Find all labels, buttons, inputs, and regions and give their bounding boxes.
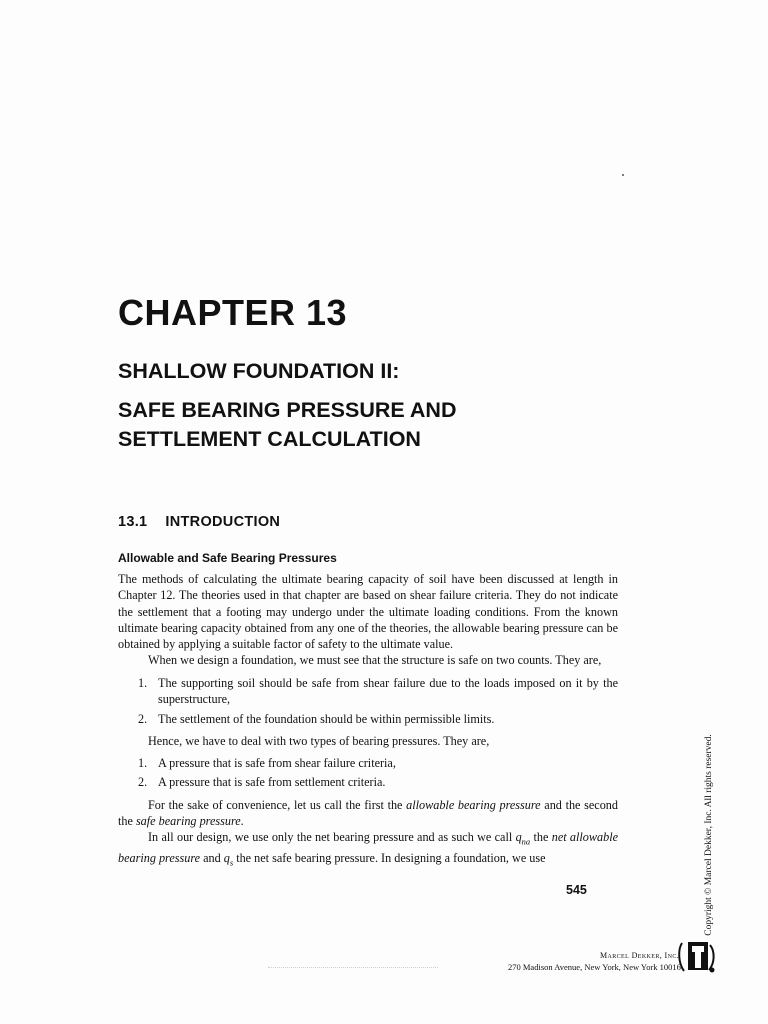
chapter-subtitle-line2: SAFE BEARING PRESSURE AND	[118, 398, 457, 422]
text-run: and the second the	[118, 798, 618, 829]
list-marker: 2.	[138, 711, 148, 726]
term-allowable-bearing-pressure: allowable bearing pressure	[406, 798, 541, 812]
text-run: and	[200, 850, 224, 865]
chapter-subtitle-line1: SHALLOW FOUNDATION II:	[118, 359, 400, 383]
scan-artifact-dots	[268, 967, 438, 970]
symbol-q: q	[515, 830, 522, 844]
subsection-heading: Allowable and Safe Bearing Pressures	[118, 551, 337, 565]
list-marker: 2.	[138, 775, 148, 790]
text-run: .	[240, 814, 244, 829]
list-item-text: A pressure that is safe from shear failure criteria,	[158, 756, 396, 770]
paragraph-intro: The methods of calculating the ultimate bearing capacity of soil have been discussed at length in Chapter 12. The theories used in that chapter are based on shear failure criteria. They do not indicate the settlement that a footing may undergo under the ultimate loading conditions. From the known ultimate bearing capacity obtained from any one of the theories, the allowable bearing pressure can be obtained by applying a suitable factor of safety to the ultimate value.	[118, 572, 618, 652]
list-item-text: A pressure that is safe from settlement criteria.	[158, 775, 386, 790]
copyright-text: Copyright © Marcel Dekker, Inc. All rights reserved.	[704, 734, 714, 936]
copyright-notice	[701, 734, 717, 936]
publisher-name: Marcel Dekker, Inc.	[600, 951, 680, 960]
paragraph-convenience	[118, 797, 618, 830]
text-run: the	[530, 830, 552, 844]
text-run: the net safe bearing pressure. In designing a foundation, we use	[233, 850, 546, 865]
symbol-q: q	[223, 850, 230, 865]
list-item-text: The settlement of the foundation should be within permissible limits.	[158, 711, 495, 726]
symbol-subscript-na: na	[521, 836, 531, 847]
text-run: In all our design, we use only the net bearing pressure and as such we call	[148, 830, 516, 844]
list-marker: 1.	[138, 676, 148, 690]
text-run: For the sake of convenience, let us call the first the	[148, 798, 407, 812]
list-marker: 1.	[138, 756, 148, 770]
list-item-text: The supporting soil should be safe from shear failure due to the loads imposed on it by the superstructure,	[158, 676, 618, 707]
symbol-subscript-s: s	[229, 857, 234, 868]
term-safe-bearing-pressure: safe bearing pressure	[135, 814, 241, 829]
section-number: 13.1	[118, 514, 148, 530]
paragraph-design-counts: When we design a foundation, we must see that the structure is safe on two counts. They are,	[148, 653, 602, 667]
term-net-allowable-bearing-pressure: net allowable bearing pressure	[118, 830, 619, 865]
paragraph-net-pressure	[118, 829, 618, 870]
publisher-address: 270 Madison Avenue, New York, New York 10016	[508, 962, 681, 972]
publisher-logo-icon	[676, 939, 716, 975]
safety-counts-list	[118, 675, 618, 730]
list-item	[118, 675, 618, 708]
section-title: INTRODUCTION	[165, 514, 281, 530]
chapter-title: CHAPTER 13	[118, 292, 348, 333]
list-item	[118, 755, 618, 771]
list-item	[118, 711, 618, 727]
chapter-subtitle-line3: SETTLEMENT CALCULATION	[118, 427, 421, 451]
scan-speck	[622, 174, 624, 176]
page-number: 545	[566, 883, 587, 897]
paragraph-two-pressures: Hence, we have to deal with two types of bearing pressures. They are,	[148, 734, 490, 748]
section-heading	[118, 514, 280, 530]
list-item	[118, 774, 618, 790]
pressure-types-list	[118, 755, 618, 794]
